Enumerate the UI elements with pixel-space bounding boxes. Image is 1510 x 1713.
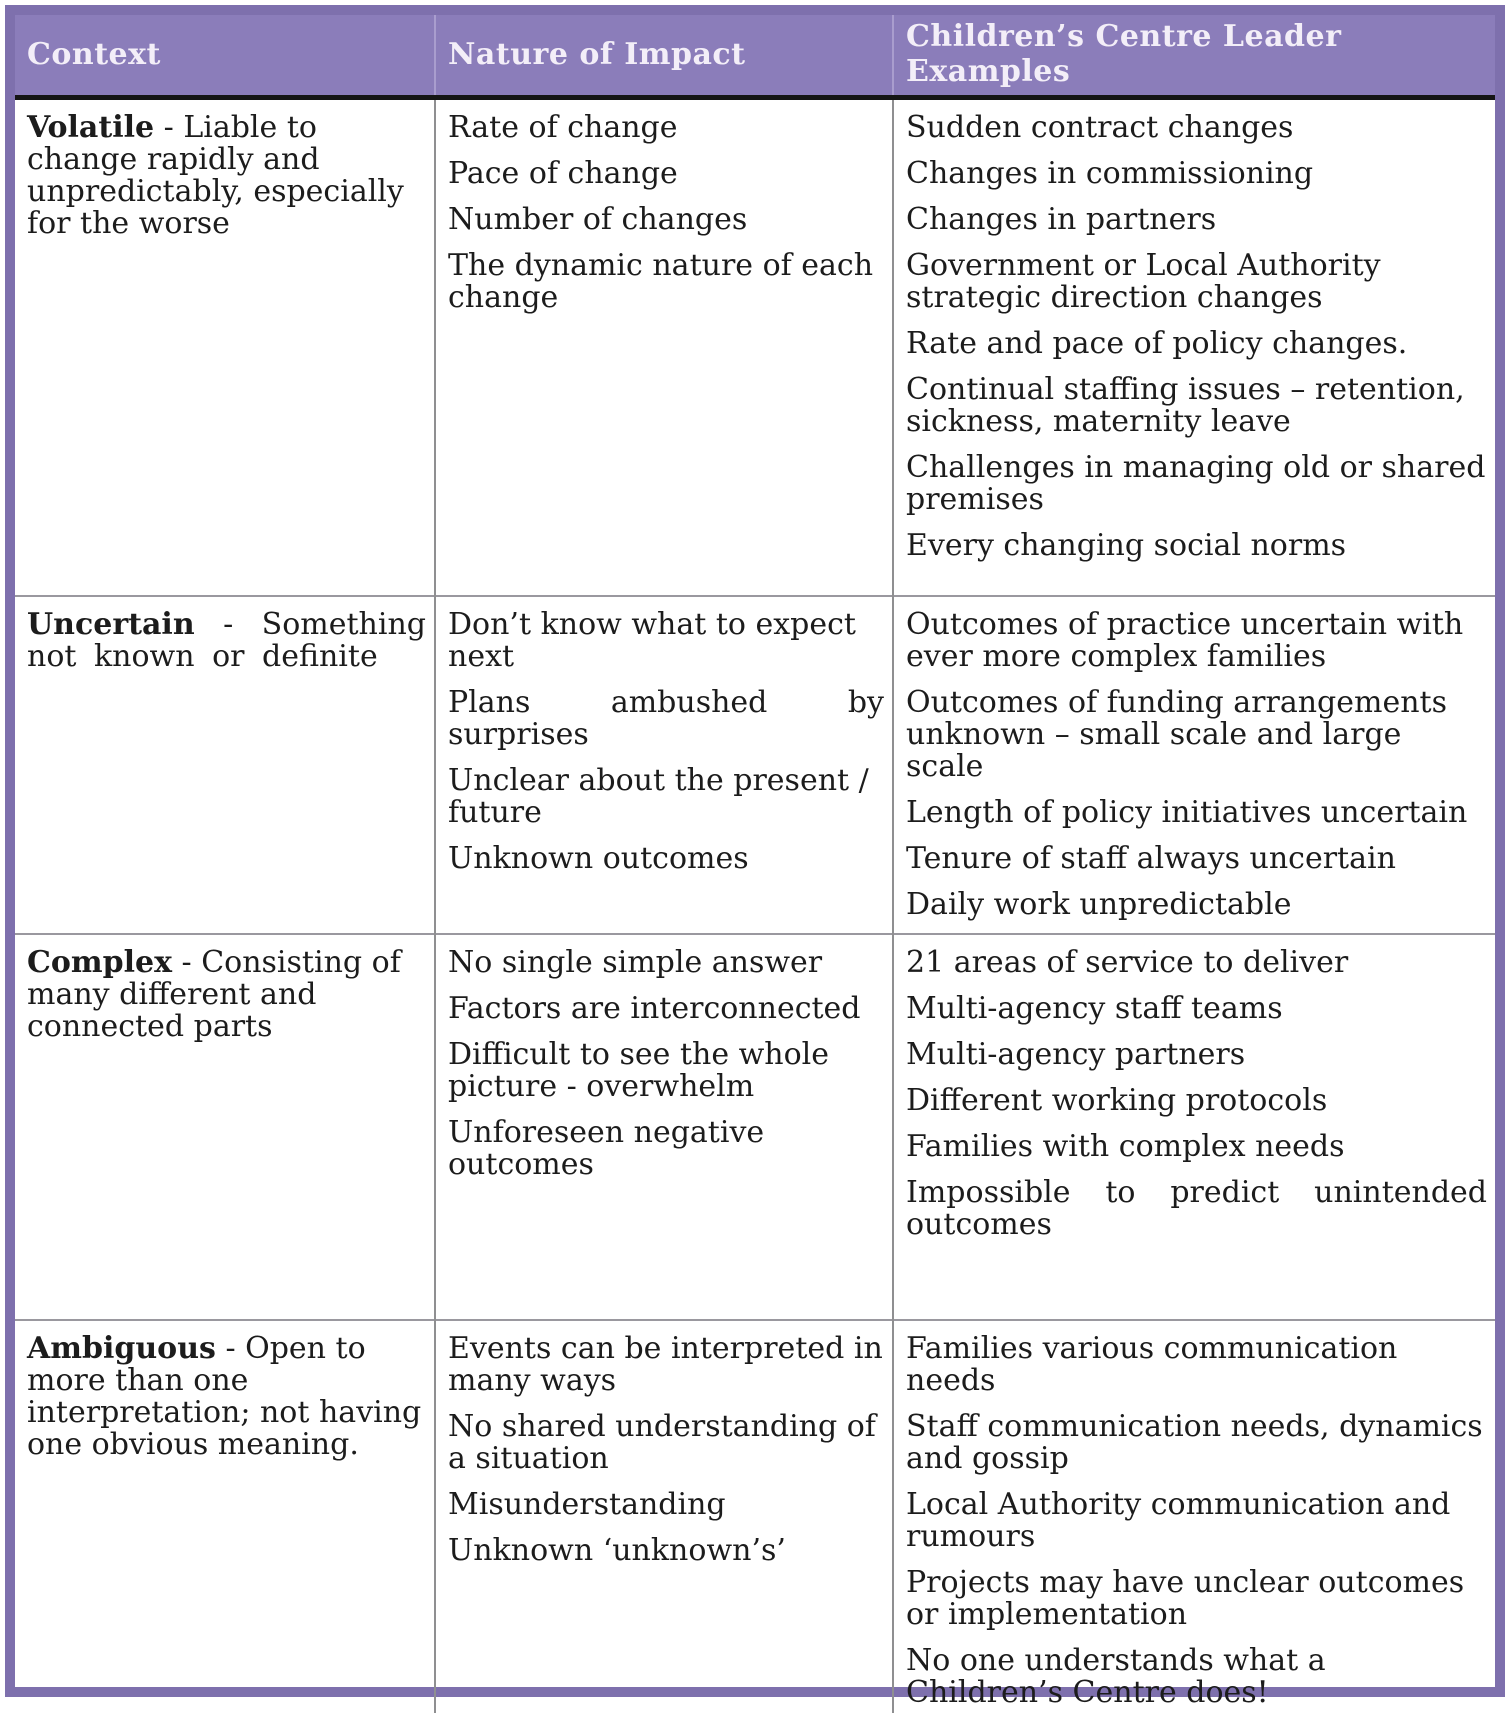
definition-volatile: - Liable to change rapidly and unpredictably, especially for the worse: [27, 110, 404, 241]
row-ambiguous: [15, 1320, 1495, 1713]
example-item: Every changing social norms: [906, 528, 1347, 563]
impact-item: Misunderstanding: [448, 1486, 726, 1522]
example-item: Families with complex needs: [906, 1128, 1345, 1164]
example-item: Daily work unpredictable: [906, 886, 1292, 922]
impact-item: Unknown ‘unknown’s’: [448, 1532, 786, 1568]
vuca-table: [15, 15, 1495, 1713]
example-item: Government or Local Authority strategic direction changes: [906, 248, 1381, 315]
row-complex: [15, 934, 1495, 1320]
example-item: 21 areas of service to deliver: [906, 944, 1349, 980]
example-item: Sudden contract changes: [906, 110, 1294, 145]
example-item: No one understands what a Children’s Centre does!: [906, 1642, 1326, 1710]
example-item: Challenges in managing old or shared premises: [906, 450, 1486, 517]
column-header-leader-examples: Children’s Centre Leader Examples: [893, 15, 1495, 98]
impact-item: Unforeseen negative outcomes: [448, 1114, 765, 1182]
impact-item: Don’t know what to expect next: [448, 606, 856, 674]
example-item: Multi-agency staff teams: [906, 990, 1283, 1026]
cell-complex-impact: [435, 934, 893, 1320]
term-uncertain: Uncertain: [27, 606, 195, 642]
impact-item: No shared understanding of a situation: [448, 1408, 876, 1476]
example-item: Local Authority communication and rumours: [906, 1486, 1451, 1554]
cell-volatile-impact: [435, 98, 893, 596]
example-item: Length of policy initiatives uncertain: [906, 794, 1468, 830]
definition-ambiguous: - Open to more than one interpretation; not having one obvious meaning.: [27, 1330, 422, 1462]
example-item: Outcomes of funding arrangements unknown – small scale and large scale: [906, 684, 1447, 784]
context-definition: [27, 1330, 426, 1462]
table-body: [15, 98, 1495, 1713]
context-definition: [27, 112, 426, 240]
impact-item: Events can be interpreted in many ways: [448, 1330, 883, 1398]
impact-item: Pace of change: [448, 156, 678, 191]
example-item: Changes in partners: [906, 202, 1217, 237]
definition-uncertain: - Something not known or definite: [27, 606, 426, 674]
table-frame: [5, 5, 1505, 1710]
example-item: Rate and pace of policy changes.: [906, 326, 1408, 361]
impact-item: The dynamic nature of each change: [448, 248, 874, 315]
header-row: [15, 15, 1495, 98]
row-uncertain: [15, 596, 1495, 934]
cell-uncertain-examples: [893, 596, 1495, 934]
cell-uncertain-context: [15, 596, 435, 934]
term-volatile: Volatile: [27, 110, 155, 145]
term-complex: Complex: [27, 944, 172, 980]
example-item: Staff communication needs, dynamics and gossip: [906, 1408, 1483, 1476]
context-definition: [27, 944, 426, 1044]
table-header: [15, 15, 1495, 98]
cell-ambiguous-impact: [435, 1320, 893, 1713]
cell-complex-context: [15, 934, 435, 1320]
cell-volatile-examples: [893, 98, 1495, 596]
example-item: Continual staffing issues – retention, sickness, maternity leave: [906, 372, 1465, 439]
column-header-nature-of-impact: Nature of Impact: [435, 15, 893, 98]
example-item: Different working protocols: [906, 1082, 1328, 1118]
context-definition: [27, 606, 426, 674]
cell-ambiguous-context: [15, 1320, 435, 1713]
example-item: Projects may have unclear outcomes or implementation: [906, 1564, 1465, 1632]
cell-uncertain-impact: [435, 596, 893, 934]
example-item: Families various communication needs: [906, 1330, 1398, 1398]
example-item: Changes in commissioning: [906, 156, 1314, 191]
impact-item: Plans ambushed by surprises: [448, 684, 884, 752]
cell-complex-examples: [893, 934, 1495, 1320]
row-volatile: [15, 98, 1495, 596]
impact-item: Rate of change: [448, 110, 678, 145]
column-header-context: Context: [15, 15, 435, 98]
definition-complex: - Consisting of many different and connected parts: [27, 944, 401, 1044]
impact-item: Unclear about the present / future: [448, 762, 869, 830]
impact-item: No single simple answer: [448, 944, 823, 980]
impact-item: Difficult to see the whole picture - overwhelm: [448, 1036, 830, 1104]
cell-ambiguous-examples: [893, 1320, 1495, 1713]
example-item: Multi-agency partners: [906, 1036, 1246, 1072]
impact-item: Factors are interconnected: [448, 990, 861, 1026]
example-item: Outcomes of practice uncertain with ever more complex families: [906, 606, 1464, 674]
impact-item: Number of changes: [448, 202, 748, 237]
impact-item: Unknown outcomes: [448, 840, 749, 876]
term-ambiguous: Ambiguous: [27, 1330, 216, 1366]
cell-volatile-context: [15, 98, 435, 596]
example-item: Impossible to predict unintended outcomes: [906, 1174, 1487, 1242]
example-item: Tenure of staff always uncertain: [906, 840, 1396, 876]
